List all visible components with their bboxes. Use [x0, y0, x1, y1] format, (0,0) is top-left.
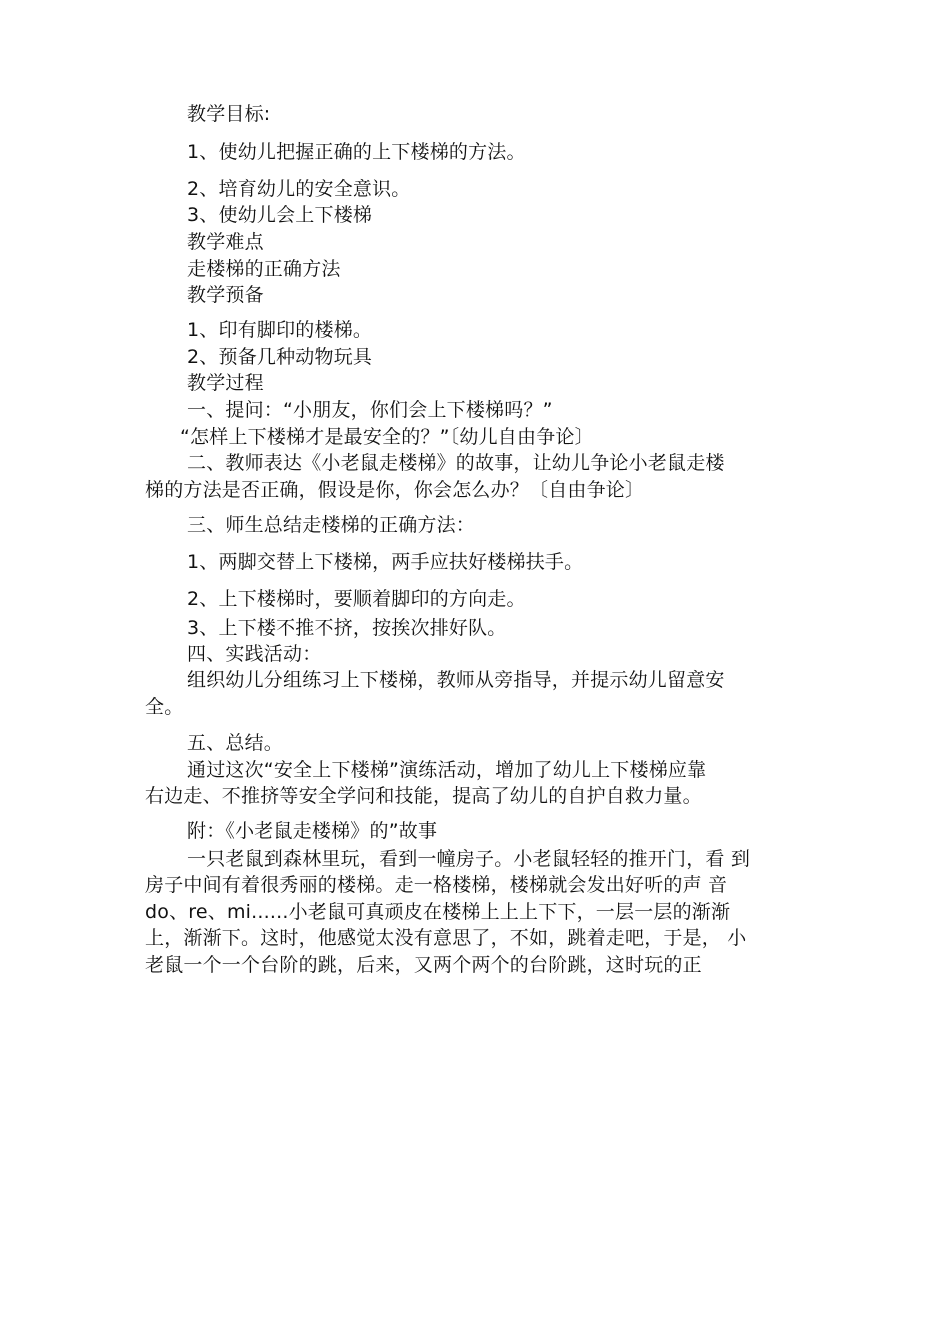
preparation-item-2: 2、预备几种动物玩具: [187, 346, 373, 368]
story-line-2: 房子中间有着很秀丽的楼梯。走一格楼梯，楼梯就会发出好听的声 音: [145, 874, 728, 896]
method-item-2: 2、上下楼梯时，要顺着脚印的方向走。: [187, 588, 526, 610]
process-step-2-line-2: 梯的方法是否正确，假设是你，你会怎么办？〔自由争论〕: [145, 479, 645, 501]
story-line-4: 上，渐渐下。这时，他感觉太没有意思了，不如，跳着走吧，于是， 小: [145, 927, 747, 949]
appendix-title: 附：《小老鼠走楼梯》的”故事: [187, 820, 438, 842]
process-step-3: 三、师生总结走楼梯的正确方法：: [187, 514, 476, 536]
process-step-1: 一、提问：“小朋友，你们会上下楼梯吗？”: [187, 399, 553, 421]
goal-item-3: 3、使幼儿会上下楼梯: [187, 204, 373, 226]
process-step-4: 四、实践活动：: [187, 643, 322, 665]
process-step-5: 五、总结。: [187, 732, 284, 754]
heading-teaching-goals: 教学目标:: [187, 103, 271, 125]
practice-line-1: 组织幼儿分组练习上下楼梯，教师从旁指导，并提示幼儿留意安: [187, 669, 725, 691]
summary-line-1: 通过这次“安全上下楼梯”演练活动，增加了幼儿上下楼梯应靠: [187, 759, 707, 781]
goal-item-1: 1、使幼儿把握正确的上下楼梯的方法。: [187, 141, 526, 163]
process-step-2-line-1: 二、教师表达《小老鼠走楼梯》的故事，让幼儿争论小老鼠走楼: [187, 452, 725, 474]
preparation-item-1: 1、印有脚印的楼梯。: [187, 319, 373, 341]
summary-line-2: 右边走、不推挤等安全学问和技能，提高了幼儿的自护自救力量。: [145, 785, 702, 807]
method-item-1: 1、两脚交替上下楼梯，两手应扶好楼梯扶手。: [187, 551, 584, 573]
story-line-5: 老鼠一个一个台阶的跳，后来，又两个两个的台阶跳，这时玩的正: [145, 954, 702, 976]
heading-preparation: 教学预备: [187, 284, 264, 306]
process-step-1-question: “怎样上下楼梯才是最安全的？”〔幼儿自由争论〕: [180, 426, 594, 448]
heading-difficulty: 教学难点: [187, 231, 264, 253]
story-line-3: do、re、mi......小老鼠可真顽皮在楼梯上上上下下，一层一层的渐渐: [145, 901, 731, 923]
goal-item-2: 2、培育幼儿的安全意识。: [187, 178, 411, 200]
difficulty-text: 走楼梯的正确方法: [187, 258, 341, 280]
story-line-1: 一只老鼠到森林里玩，看到一幢房子。小老鼠轻轻的推开门，看 到: [187, 848, 751, 870]
heading-process: 教学过程: [187, 372, 264, 394]
practice-line-2: 全。: [145, 696, 184, 718]
method-item-3: 3、上下楼不推不挤，按挨次排好队。: [187, 617, 507, 639]
